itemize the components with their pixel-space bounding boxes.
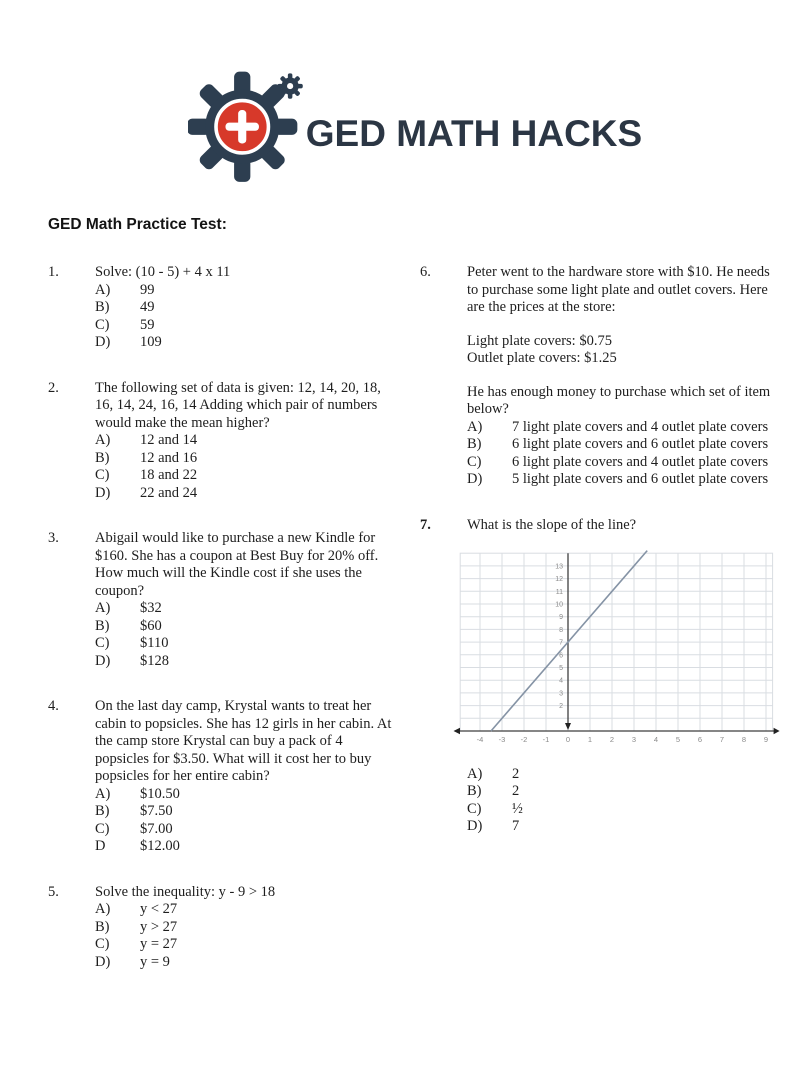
option-text: $7.00	[140, 820, 173, 837]
question-number: 7.	[420, 516, 431, 533]
option-row	[467, 454, 780, 472]
svg-text:9: 9	[559, 614, 563, 622]
svg-text:8: 8	[559, 626, 563, 634]
option-letter: D)	[95, 652, 111, 669]
option-letter: D)	[467, 818, 483, 834]
left-column	[48, 264, 398, 999]
option-text: 5 light plate covers and 6 outlet plate covers	[512, 471, 769, 487]
question-body	[95, 884, 398, 972]
question-7	[420, 517, 780, 836]
option-text: 99	[140, 281, 155, 298]
svg-text:9: 9	[763, 735, 769, 744]
options	[467, 419, 780, 489]
question-body	[95, 380, 398, 503]
option-letter: B)	[467, 436, 482, 452]
option-letter: D)	[95, 334, 111, 350]
option-row	[467, 419, 780, 437]
svg-text:1: 1	[587, 735, 593, 744]
option-text: 109	[140, 334, 162, 350]
option-row	[95, 786, 398, 804]
svg-text:4: 4	[559, 677, 563, 685]
option-row	[95, 485, 398, 503]
svg-text:3: 3	[559, 690, 563, 698]
option-text: 12 and 14	[140, 432, 198, 448]
question-number: 2.	[48, 379, 59, 396]
question-number: 4.	[48, 698, 59, 714]
option-letter: D)	[95, 953, 111, 970]
option-text: y = 9	[140, 953, 170, 970]
option-row	[95, 936, 398, 954]
option-row	[95, 282, 398, 300]
option-row	[95, 450, 398, 468]
option-text: y > 27	[140, 918, 178, 935]
option-row	[467, 766, 780, 784]
options	[95, 600, 398, 670]
option-row	[95, 954, 398, 972]
option-letter: D	[95, 838, 106, 854]
option-row	[467, 818, 780, 836]
options	[95, 432, 398, 502]
option-letter: B)	[95, 918, 110, 935]
option-text: $7.50	[140, 803, 173, 819]
option-row	[467, 471, 780, 489]
options	[95, 901, 398, 971]
question-paragraph: On the last day camp, Krystal wants to treat her cabin to popsicles. She has 12 girls in her cabin. At the camp store Krystal can buy a pack of 4 popsicles for $3.50. What will it cost her to buy popsicles for her entire cabin?	[95, 698, 392, 784]
option-row	[95, 901, 398, 919]
svg-text:2: 2	[559, 703, 563, 711]
question-2	[48, 380, 398, 503]
option-letter: A)	[95, 901, 111, 917]
question-paragraph: Solve the inequality: y - 9 > 18	[95, 883, 276, 900]
logo-text: GED MATH HACKS	[305, 113, 643, 154]
question-body	[467, 517, 780, 836]
question-6	[420, 264, 780, 489]
question-number: 6.	[420, 264, 431, 280]
option-letter: A)	[95, 785, 111, 802]
svg-text:2: 2	[609, 735, 615, 744]
option-letter: B)	[467, 783, 482, 799]
option-row	[95, 432, 398, 450]
option-letter: A)	[95, 281, 111, 298]
svg-text:5: 5	[559, 665, 563, 672]
question-columns	[0, 264, 800, 999]
options	[467, 766, 780, 836]
option-text: ½	[512, 800, 523, 817]
question-paragraph: Light plate covers: $0.75	[467, 332, 612, 349]
question-body	[95, 264, 398, 352]
option-text: $60	[140, 617, 162, 634]
option-row	[95, 821, 398, 839]
option-text: 22 and 24	[140, 484, 198, 501]
option-text: 6 light plate covers and 4 outlet plate covers	[512, 453, 769, 470]
option-letter: C)	[95, 936, 110, 952]
gear-plus-icon	[188, 68, 310, 190]
svg-text:7: 7	[559, 639, 563, 647]
option-row	[95, 803, 398, 821]
option-row	[95, 467, 398, 485]
option-letter: C)	[95, 820, 110, 837]
option-letter: B)	[95, 449, 110, 466]
options	[95, 282, 398, 352]
svg-text:3: 3	[631, 735, 637, 744]
question-4	[48, 698, 398, 856]
option-letter: B)	[95, 299, 110, 315]
question-number: 3.	[48, 530, 59, 546]
paragraph-spacer	[467, 317, 780, 333]
option-row	[467, 801, 780, 819]
page-title: GED Math Practice Test:	[48, 216, 227, 233]
option-letter: A)	[95, 432, 111, 448]
question-number: 5.	[48, 883, 59, 900]
options	[95, 786, 398, 856]
question-body	[95, 698, 398, 856]
option-text: y < 27	[140, 901, 178, 917]
option-row	[95, 600, 398, 618]
paragraph-spacer	[467, 368, 780, 384]
question-3	[48, 530, 398, 670]
option-text: 49	[140, 299, 155, 315]
question-paragraph: Peter went to the hardware store with $10. He needs to purchase some light plate and outlet covers. Here are the prices at the store:	[467, 264, 770, 315]
question-paragraph: Solve: (10 - 5) + 4 x 11	[95, 264, 231, 280]
svg-text:13: 13	[555, 563, 563, 571]
option-row	[95, 653, 398, 671]
option-letter: C)	[95, 316, 110, 333]
svg-text:7: 7	[719, 735, 725, 744]
option-text: y = 27	[140, 936, 178, 952]
question-paragraph: The following set of data is given: 12, 14, 20, 18, 16, 14, 24, 16, 14 Adding which pair of numbers would make the mean higher?	[95, 379, 381, 431]
option-row	[95, 635, 398, 653]
svg-text:11: 11	[555, 588, 563, 596]
option-letter: A)	[467, 418, 483, 435]
option-text: 6 light plate covers and 6 outlet plate covers	[512, 436, 769, 452]
option-row	[467, 436, 780, 454]
option-letter: A)	[467, 765, 483, 782]
question-1	[48, 264, 398, 352]
option-text: 7	[512, 818, 520, 834]
option-row	[95, 919, 398, 937]
option-row	[467, 783, 780, 801]
question-body	[467, 264, 780, 489]
option-text: 59	[140, 316, 155, 333]
option-row	[95, 317, 398, 335]
right-column	[420, 264, 780, 999]
svg-text:-2: -2	[520, 735, 528, 744]
svg-text:6: 6	[697, 735, 703, 744]
option-letter: B)	[95, 617, 110, 634]
svg-text:6: 6	[559, 652, 563, 660]
option-letter: C)	[95, 635, 110, 651]
option-letter: C)	[467, 453, 482, 470]
svg-text:-1: -1	[542, 735, 550, 744]
slope-chart	[453, 550, 780, 756]
option-text: $32	[140, 600, 162, 616]
option-letter: A)	[95, 600, 111, 616]
svg-text:-3: -3	[498, 735, 506, 744]
svg-text:4: 4	[653, 735, 659, 744]
option-letter: D)	[467, 471, 483, 487]
option-text: 2	[512, 765, 520, 782]
question-paragraph: Outlet plate covers: $1.25	[467, 350, 617, 366]
question-paragraph: Abigail would like to purchase a new Kindle for $160. She has a coupon at Best Buy for 20% off. How much will the Kindle cost if she uses the coupon?	[95, 530, 379, 599]
option-row	[95, 838, 398, 856]
option-row	[95, 618, 398, 636]
svg-text:5: 5	[675, 735, 681, 744]
option-text: $10.50	[140, 785, 180, 802]
svg-text:0: 0	[565, 735, 571, 744]
svg-text:-4: -4	[476, 735, 484, 744]
option-letter: C)	[467, 800, 482, 817]
option-text: 12 and 16	[140, 449, 198, 466]
option-text: $128	[140, 652, 169, 669]
option-letter: C)	[95, 467, 110, 483]
svg-text:8: 8	[741, 735, 747, 744]
small-gear-icon	[277, 73, 302, 98]
question-body	[95, 530, 398, 670]
option-text: $12.00	[140, 838, 180, 854]
option-text: $110	[140, 635, 169, 651]
option-letter: D)	[95, 484, 111, 501]
option-text: 2	[512, 783, 520, 799]
question-paragraph: What is the slope of the line?	[467, 516, 637, 533]
option-row	[95, 299, 398, 317]
svg-text:10: 10	[555, 601, 563, 609]
option-text: 7 light plate covers and 4 outlet plate covers	[512, 418, 769, 435]
option-letter: B)	[95, 803, 110, 819]
question-paragraph: He has enough money to purchase which set of item below?	[467, 383, 771, 417]
question-5	[48, 884, 398, 972]
option-row	[95, 334, 398, 352]
logo	[30, 0, 800, 190]
svg-text:12: 12	[555, 576, 563, 584]
option-text: 18 and 22	[140, 467, 198, 483]
slope-line-chart	[453, 550, 780, 750]
question-number: 1.	[48, 264, 59, 280]
